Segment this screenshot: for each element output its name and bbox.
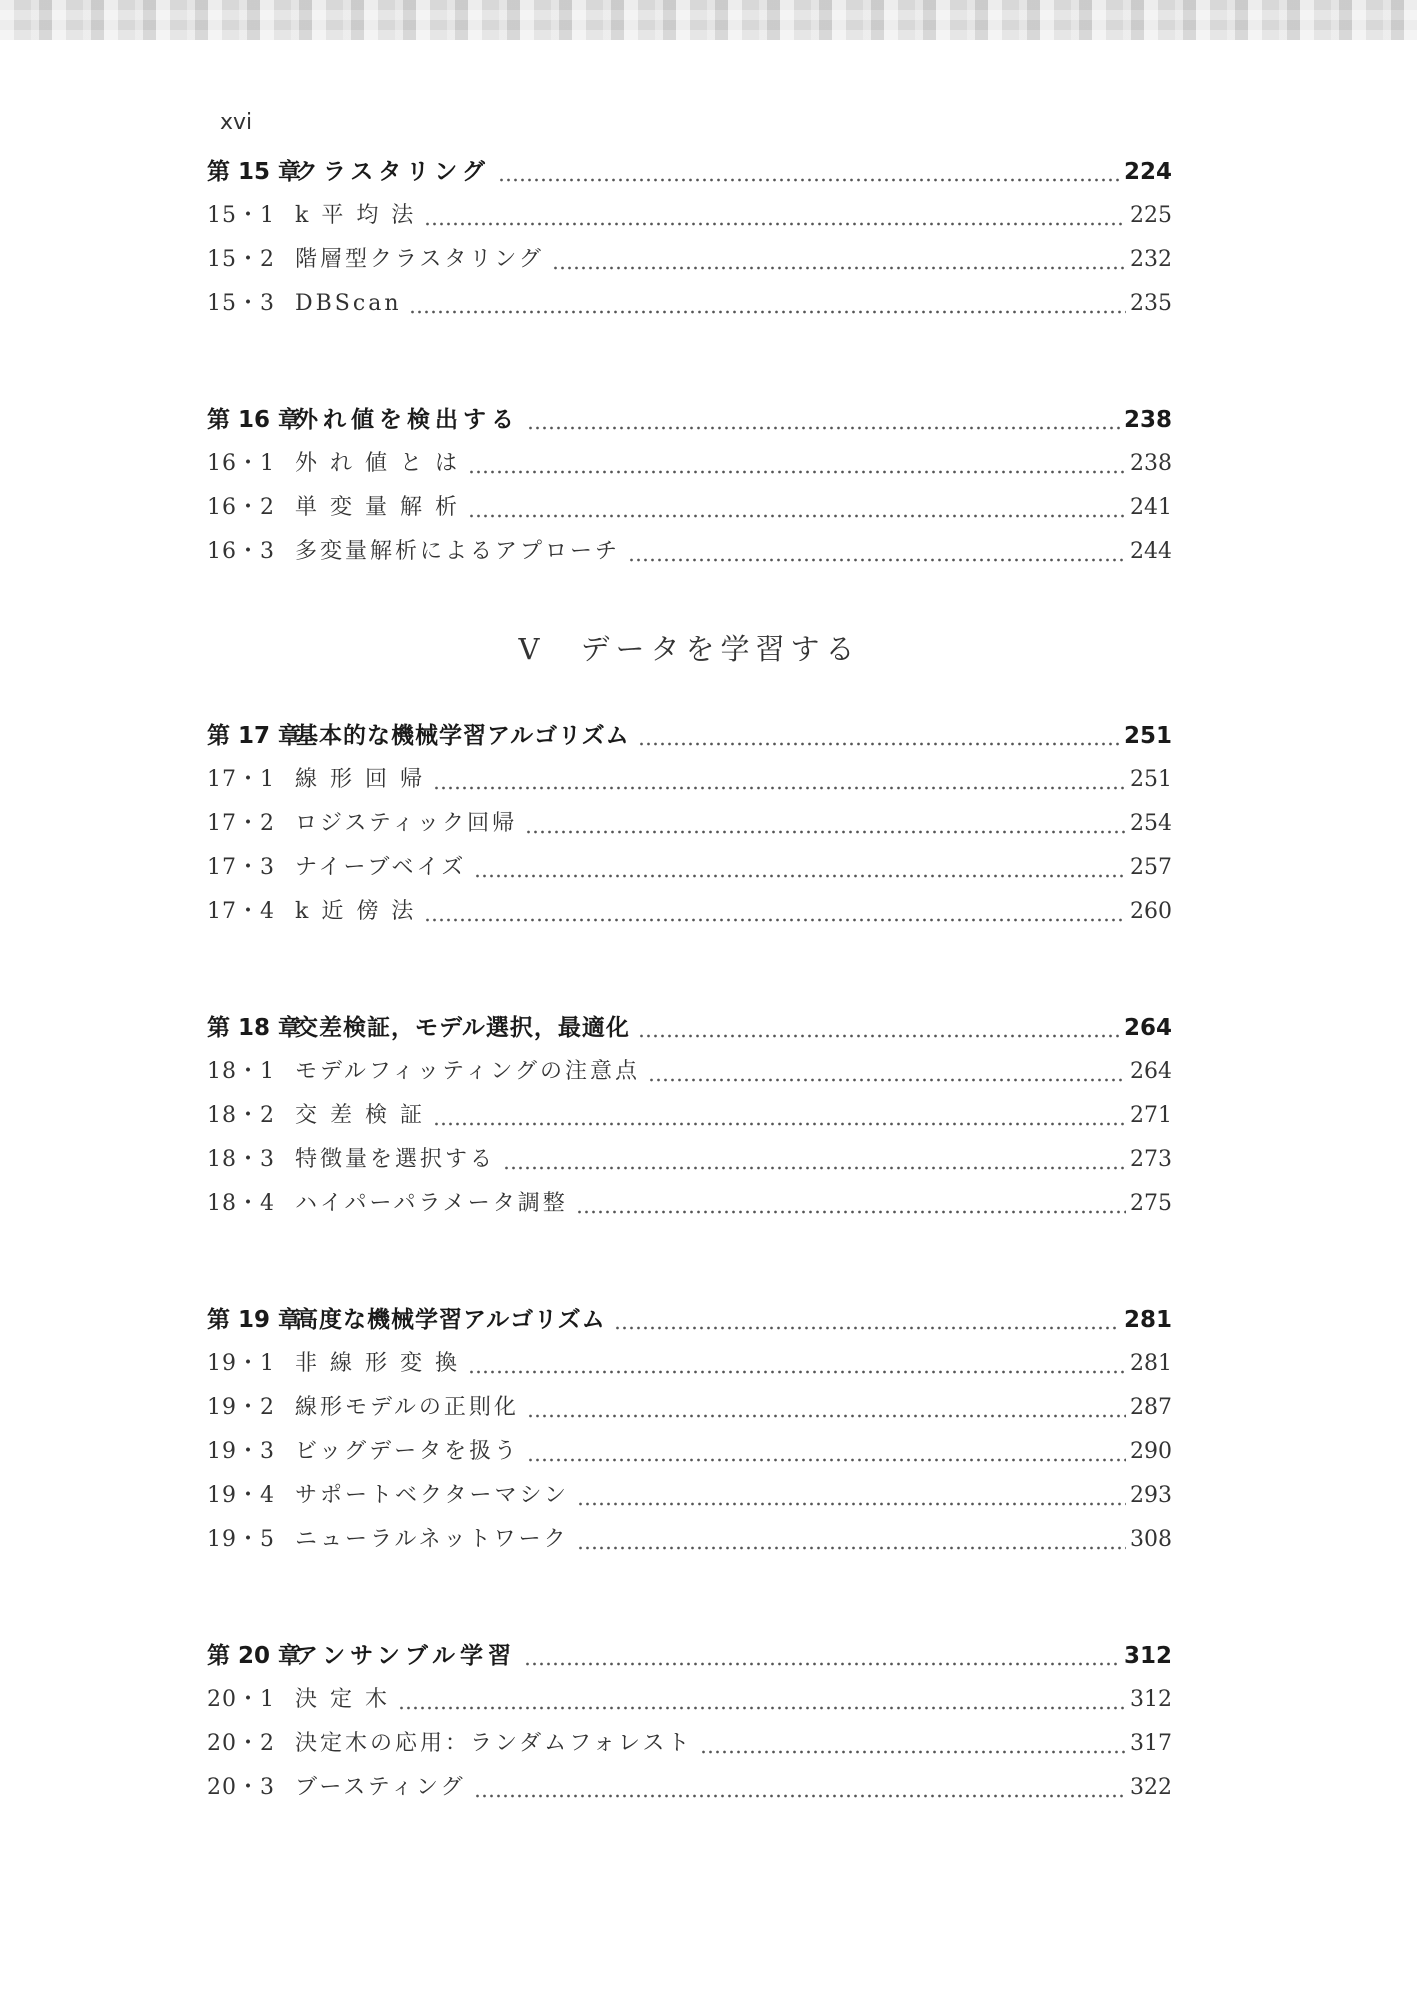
section-entry[interactable] [207, 1138, 1172, 1182]
table-of-contents [207, 150, 1172, 1882]
dot-leader [527, 1386, 1126, 1430]
dot-leader [576, 1182, 1126, 1226]
chapter-20 [207, 1634, 1172, 1810]
chapter-heading[interactable] [207, 714, 1172, 758]
dot-leader [468, 486, 1126, 530]
dot-leader [409, 282, 1126, 326]
section-page: 273 [1130, 1147, 1172, 1172]
section-page: 317 [1130, 1731, 1172, 1756]
chapter-number: 第 20 章 [207, 1643, 302, 1669]
chapter-title: 交差検証，モデル選択，最適化 [295, 1015, 630, 1041]
section-page: 257 [1130, 855, 1172, 880]
chapter-title: 外れ値を検出する [295, 407, 519, 433]
section-number: 18・2 [207, 1103, 275, 1128]
dot-leader [503, 1138, 1126, 1182]
section-number: 16・1 [207, 451, 275, 476]
section-number: 18・4 [207, 1191, 275, 1216]
section-entry[interactable] [207, 238, 1172, 282]
dot-leader [577, 1474, 1126, 1518]
dot-leader [424, 890, 1126, 934]
section-number: 16・3 [207, 539, 275, 564]
section-number: 19・3 [207, 1439, 275, 1464]
section-entry[interactable] [207, 1474, 1172, 1518]
section-number: 17・2 [207, 811, 275, 836]
chapter-title: クラスタリング [295, 159, 490, 185]
section-page: 271 [1130, 1103, 1172, 1128]
section-entry[interactable] [207, 442, 1172, 486]
section-page: 244 [1130, 539, 1172, 564]
section-page: 260 [1130, 899, 1172, 924]
section-title: 多変量解析によるアプローチ [295, 539, 621, 564]
section-number: 19・5 [207, 1527, 275, 1552]
chapter-19 [207, 1298, 1172, 1562]
section-title: 外 れ 値 と は [295, 451, 460, 476]
section-number: 17・1 [207, 767, 275, 792]
section-title: ハイパーパラメータ調整 [295, 1191, 568, 1216]
section-page: 264 [1130, 1059, 1172, 1084]
section-number: 15・2 [207, 247, 275, 272]
section-entry[interactable] [207, 1182, 1172, 1226]
section-entry[interactable] [207, 1050, 1172, 1094]
chapter-number: 第 18 章 [207, 1015, 302, 1041]
section-title: ビッグデータを扱う [295, 1439, 520, 1464]
section-page: 293 [1130, 1483, 1172, 1508]
chapter-17 [207, 714, 1172, 934]
chapter-page: 312 [1123, 1643, 1172, 1669]
section-page: 235 [1130, 291, 1172, 316]
dot-leader [577, 1518, 1126, 1562]
chapter-page: 281 [1123, 1307, 1172, 1333]
section-page: 312 [1130, 1687, 1172, 1712]
section-entry[interactable] [207, 194, 1172, 238]
section-title: 決定木の応用：ランダムフォレスト [295, 1731, 693, 1756]
chapter-heading[interactable] [207, 398, 1172, 442]
chapter-15 [207, 150, 1172, 326]
section-page: 287 [1130, 1395, 1172, 1420]
section-number: 20・2 [207, 1731, 275, 1756]
section-entry[interactable] [207, 1430, 1172, 1474]
section-title: モデルフィッティングの注意点 [295, 1059, 640, 1084]
chapter-number: 第 15 章 [207, 159, 302, 185]
dot-leader [433, 758, 1126, 802]
dot-leader [700, 1722, 1126, 1766]
section-page: 322 [1130, 1775, 1172, 1800]
dot-leader [638, 714, 1120, 758]
section-title: ニューラルネットワーク [295, 1527, 569, 1552]
section-title: 線形モデルの正則化 [295, 1395, 519, 1420]
section-title: サポートベクターマシン [295, 1483, 570, 1508]
section-number: 18・1 [207, 1059, 275, 1084]
chapter-page: 224 [1123, 159, 1172, 185]
section-entry[interactable] [207, 1386, 1172, 1430]
section-number: 19・2 [207, 1395, 275, 1420]
chapter-heading[interactable] [207, 1634, 1172, 1678]
section-page: 251 [1130, 767, 1172, 792]
chapter-title: 基本的な機械学習アルゴリズム [295, 723, 630, 749]
section-number: 17・3 [207, 855, 275, 880]
section-page: 232 [1130, 247, 1172, 272]
dot-leader [474, 846, 1126, 890]
section-number: 17・4 [207, 899, 275, 924]
section-entry[interactable] [207, 1094, 1172, 1138]
section-title: 階層型クラスタリング [295, 247, 544, 272]
section-title: ロジスティック回帰 [295, 811, 518, 836]
section-entry[interactable] [207, 1518, 1172, 1562]
section-title: 線 形 回 帰 [295, 767, 425, 792]
dot-leader [638, 1006, 1120, 1050]
dot-leader [424, 194, 1126, 238]
section-title: k 平 均 法 [295, 203, 417, 228]
chapter-title: アンサンブル学習 [295, 1643, 517, 1669]
dot-leader [525, 802, 1126, 846]
section-entry[interactable] [207, 1342, 1172, 1386]
chapter-number: 第 16 章 [207, 407, 302, 433]
section-page: 254 [1130, 811, 1172, 836]
chapter-number: 第 17 章 [207, 723, 302, 749]
chapter-page: 251 [1123, 723, 1172, 749]
section-entry[interactable] [207, 1722, 1172, 1766]
section-number: 16・2 [207, 495, 275, 520]
chapter-16 [207, 398, 1172, 574]
chapter-page: 238 [1123, 407, 1172, 433]
section-number: 20・3 [207, 1775, 275, 1800]
section-title: ナイーブベイズ [295, 855, 467, 880]
dot-leader [468, 442, 1126, 486]
section-entry[interactable] [207, 530, 1172, 574]
dot-leader [433, 1094, 1126, 1138]
section-number: 19・4 [207, 1483, 275, 1508]
dot-leader [527, 1430, 1126, 1474]
chapter-heading[interactable] [207, 1006, 1172, 1050]
section-page: 308 [1130, 1527, 1172, 1552]
section-title: k 近 傍 法 [295, 899, 417, 924]
section-entry[interactable] [207, 802, 1172, 846]
section-entry[interactable] [207, 1678, 1172, 1722]
section-number: 15・3 [207, 291, 275, 316]
section-page: 225 [1130, 203, 1172, 228]
dot-leader [527, 398, 1120, 442]
dot-leader [552, 238, 1126, 282]
dot-leader [398, 1678, 1126, 1722]
section-entry[interactable] [207, 282, 1172, 326]
part-title: V データを学習する [518, 632, 861, 666]
section-title: DBScan [295, 291, 402, 316]
dot-leader [524, 1634, 1120, 1678]
section-title: 単 変 量 解 析 [295, 495, 460, 520]
section-entry[interactable] [207, 1766, 1172, 1810]
dot-leader [648, 1050, 1126, 1094]
section-title: 特徴量を選択する [295, 1147, 496, 1172]
section-entry[interactable] [207, 846, 1172, 890]
section-entry[interactable] [207, 486, 1172, 530]
section-title: 非 線 形 変 換 [295, 1351, 460, 1376]
section-page: 241 [1130, 495, 1172, 520]
page-number: xvi [220, 110, 253, 135]
section-number: 19・1 [207, 1351, 275, 1376]
chapter-page: 264 [1123, 1015, 1172, 1041]
chapter-heading[interactable] [207, 150, 1172, 194]
section-title: ブースティング [295, 1775, 466, 1800]
section-title: 決 定 木 [295, 1687, 390, 1712]
section-page: 238 [1130, 451, 1172, 476]
section-entry[interactable] [207, 758, 1172, 802]
chapter-title: 高度な機械学習アルゴリズム [295, 1307, 606, 1333]
section-page: 290 [1130, 1439, 1172, 1464]
dot-leader [614, 1298, 1120, 1342]
top-decorative-band [0, 0, 1417, 40]
section-number: 18・3 [207, 1147, 275, 1172]
dot-leader [498, 150, 1120, 194]
section-number: 15・1 [207, 203, 275, 228]
dot-leader [474, 1766, 1126, 1810]
section-title: 交 差 検 証 [295, 1103, 425, 1128]
dot-leader [628, 530, 1126, 574]
dot-leader [468, 1342, 1126, 1386]
chapter-number: 第 19 章 [207, 1307, 302, 1333]
section-page: 281 [1130, 1351, 1172, 1376]
section-entry[interactable] [207, 890, 1172, 934]
chapter-18 [207, 1006, 1172, 1226]
section-number: 20・1 [207, 1687, 275, 1712]
chapter-heading[interactable] [207, 1298, 1172, 1342]
section-page: 275 [1130, 1191, 1172, 1216]
